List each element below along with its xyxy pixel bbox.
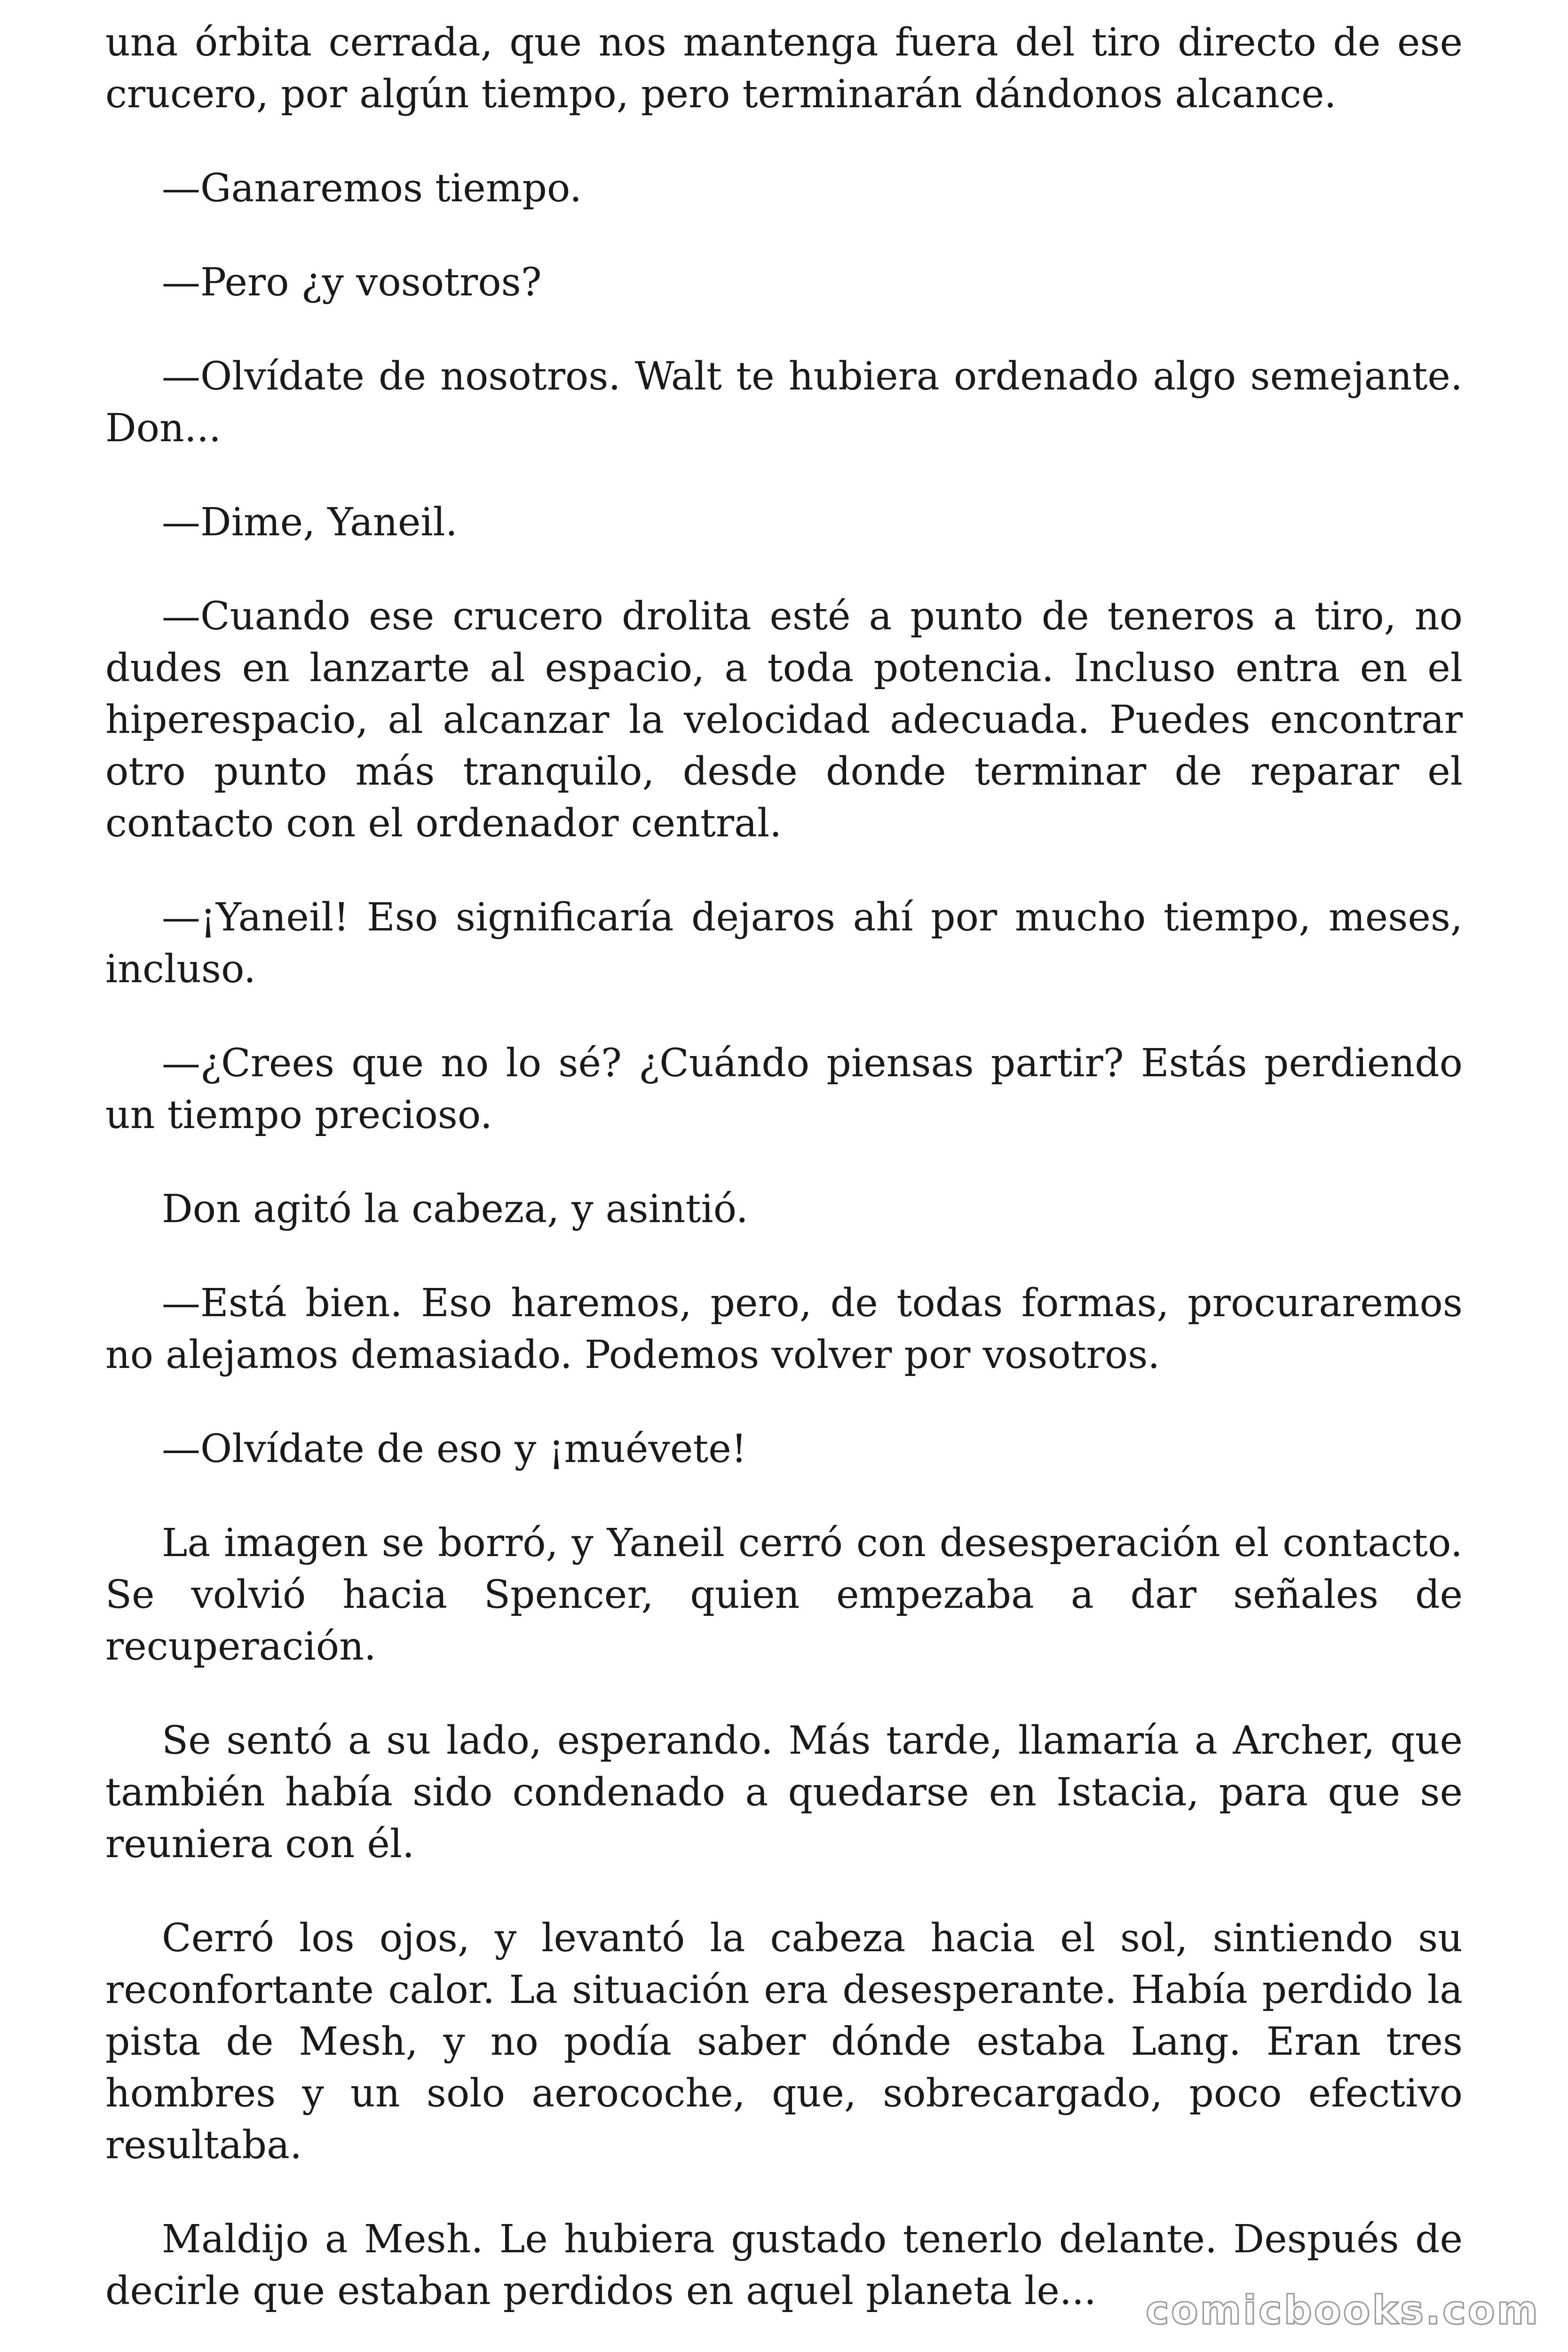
paragraph-9: Don agitó la cabeza, y asintió. <box>162 1187 748 1232</box>
paragraph-3: —Pero ¿y vosotros? <box>162 260 542 305</box>
paragraph-13: Se sentó a su lado, esperando. Más tarde, llamaría a Archer, que también había sido condenado a quedarse en Istacia, para que se reuniera con él. <box>105 1718 1463 1867</box>
watermark-logo: comicbooks.com <box>1146 2287 1540 2333</box>
paragraph-15: Maldijo a Mesh. Le hubiera gustado tenerlo delante. Después de decirle que estaban perdidos en aquel planeta le... <box>105 2217 1463 2313</box>
paragraph-1: una órbita cerrada, que nos mantenga fuera del tiro directo de ese crucero, por algún tiempo, pero terminarán dándonos alcance. <box>105 20 1463 117</box>
paragraph-5: —Dime, Yaneil. <box>162 500 458 545</box>
paragraph-2: —Ganaremos tiempo. <box>162 166 582 211</box>
paragraph-4: —Olvídate de nosotros. Walt te hubiera ordenado algo semejante. Don... <box>105 354 1463 451</box>
paragraph-8: —¿Crees que no lo sé? ¿Cuándo piensas partir? Estás perdiendo un tiempo precioso. <box>105 1041 1463 1137</box>
paragraph-12: La imagen se borró, y Yaneil cerró con desesperación el contacto. Se volvió hacia Spencer, quien empezaba a dar señales de recuperación. <box>105 1521 1463 1669</box>
paragraph-10: —Está bien. Eso haremos, pero, de todas formas, procuraremos no alejamos demasiado. Podemos volver por vosotros. <box>105 1281 1463 1377</box>
paragraph-6: —Cuando ese crucero drolita esté a punto de teneros a tiro, no dudes en lanzarte al espacio, a toda potencia. Incluso entra en el hiperespacio, al alcanzar la velocidad adecuada. Puedes encontrar otro punto más tranquilo, desde donde terminar de reparar el contacto con el ordenador central. <box>105 594 1463 846</box>
paragraph-7: —¡Yaneil! Eso significaría dejaros ahí por mucho tiempo, meses, incluso. <box>105 895 1463 992</box>
book-page <box>105 17 1463 2352</box>
paragraph-14: Cerró los ojos, y levantó la cabeza hacia el sol, sintiendo su reconfortante calor. La situación era desesperante. Había perdido la pista de Mesh, y no podía saber dónde estaba Lang. Eran tres hombres y un solo aerocoche, que, sobrecargado, poco efectivo resultaba. <box>105 1916 1463 2168</box>
paragraph-11: —Olvídate de eso y ¡muévete! <box>162 1427 747 1471</box>
